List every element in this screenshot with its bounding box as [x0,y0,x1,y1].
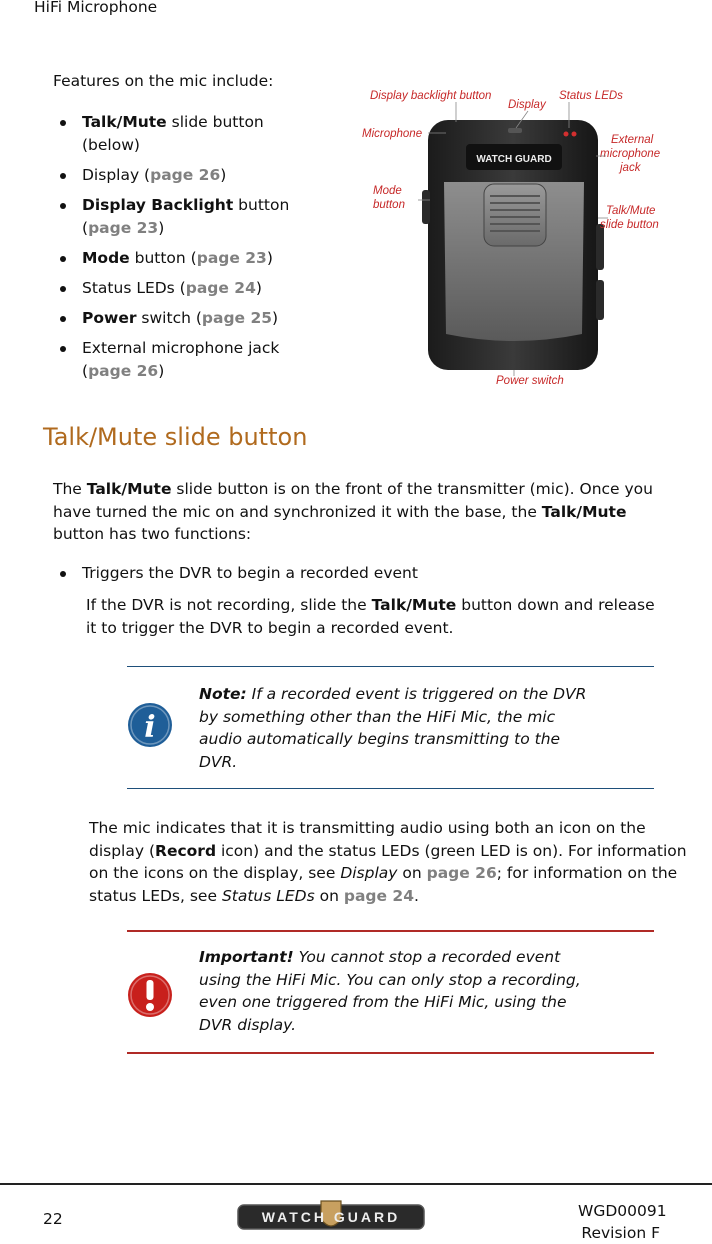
status-led-1 [564,132,569,137]
important-rule-top [127,930,654,932]
side-button-left [422,190,430,224]
footer-rule [0,1183,712,1185]
label-external-jack: External microphone jack [600,134,661,174]
page-number: 22 [43,1210,63,1228]
page-link[interactable]: page 23 [88,219,159,237]
transmit-description: The mic indicates that it is transmitting audio using both an icon on the display (Record icon) and the status LEDs (green LED is on). For information on the icons on the display, see Display on page 26; for information on the status LEDs, see Status LEDs on page 24. [89,819,687,905]
section-heading: Talk/Mute slide button [43,423,308,451]
feature-display-backlight: Display Backlight button (page 23) [53,194,323,240]
page-link[interactable]: page 23 [196,249,267,267]
page-link[interactable]: page 24 [185,279,256,297]
talk-mute-slider [484,184,546,246]
intro-paragraph: The Talk/Mute slide button is on the front of the transmitter (mic). Once you have turned the mic on and synchronized it with the base, the Talk/Mute button has two functions: [53,480,653,543]
label-microphone: Microphone [362,128,423,140]
label-mode-button: Mode button [373,185,405,211]
label-display: Display [508,99,546,111]
page-link[interactable]: page 24 [343,886,415,905]
feature-display: Display (page 26) [53,164,323,187]
footer-logo [236,1199,426,1235]
microphone-figure [356,84,678,394]
label-status-leds: Status LEDs [559,90,623,102]
feature-status-leds: Status LEDs (page 24) [53,277,323,300]
label-display-backlight: Display backlight button [370,90,492,102]
trigger-description: If the DVR is not recording, slide the Talk/Mute button down and release it to trigger the DVR to begin a recorded event. [86,596,655,637]
function-list [53,562,673,592]
feature-talk-mute: Talk/Mute slide button (below) [53,111,323,157]
info-icon [127,702,173,748]
logo-text: WATCH GUARD [261,1209,401,1225]
doc-revision: Revision F [581,1224,660,1242]
page-link[interactable]: page 26 [426,864,497,882]
features-list [53,111,323,390]
alert-icon [127,972,173,1018]
function-trigger: Triggers the DVR to begin a recorded event [53,562,673,585]
page-link[interactable]: page 26 [150,166,221,184]
microphone-grille [508,128,522,133]
label-talk-mute: Talk/Mute slide button [600,205,659,231]
device-brand: WATCH GUARD [476,154,552,165]
page-link[interactable]: page 26 [88,362,159,380]
svg-text:i: i [144,710,156,745]
status-led-2 [572,132,577,137]
feature-external-jack: External microphone jack (page 26) [53,337,323,383]
important-text: Important! You cannot stop a recorded event using the HiFi Mic. You can only stop a recording, even one triggered from the HiFi Mic, using the DVR display. [199,948,581,1034]
feature-power: Power switch (page 25) [53,307,323,330]
important-rule-bottom [127,1052,654,1054]
page-link[interactable]: page 25 [201,309,273,327]
label-power-switch: Power switch [496,375,564,387]
running-header: HiFi Microphone [34,0,158,16]
features-intro: Features on the mic include: [53,72,274,90]
note-rule-bottom [127,788,654,789]
doc-number: WGD00091 [578,1202,667,1220]
note-rule-top [127,666,654,667]
document-id [578,1200,667,1244]
note-text: Note: If a recorded event is triggered on the DVR by something other than the HiFi Mic, the mic audio automatically begins transmitting to the DVR. [199,685,587,771]
side-button-right-lower [596,280,604,320]
feature-mode: Mode button (page 23) [53,247,323,270]
